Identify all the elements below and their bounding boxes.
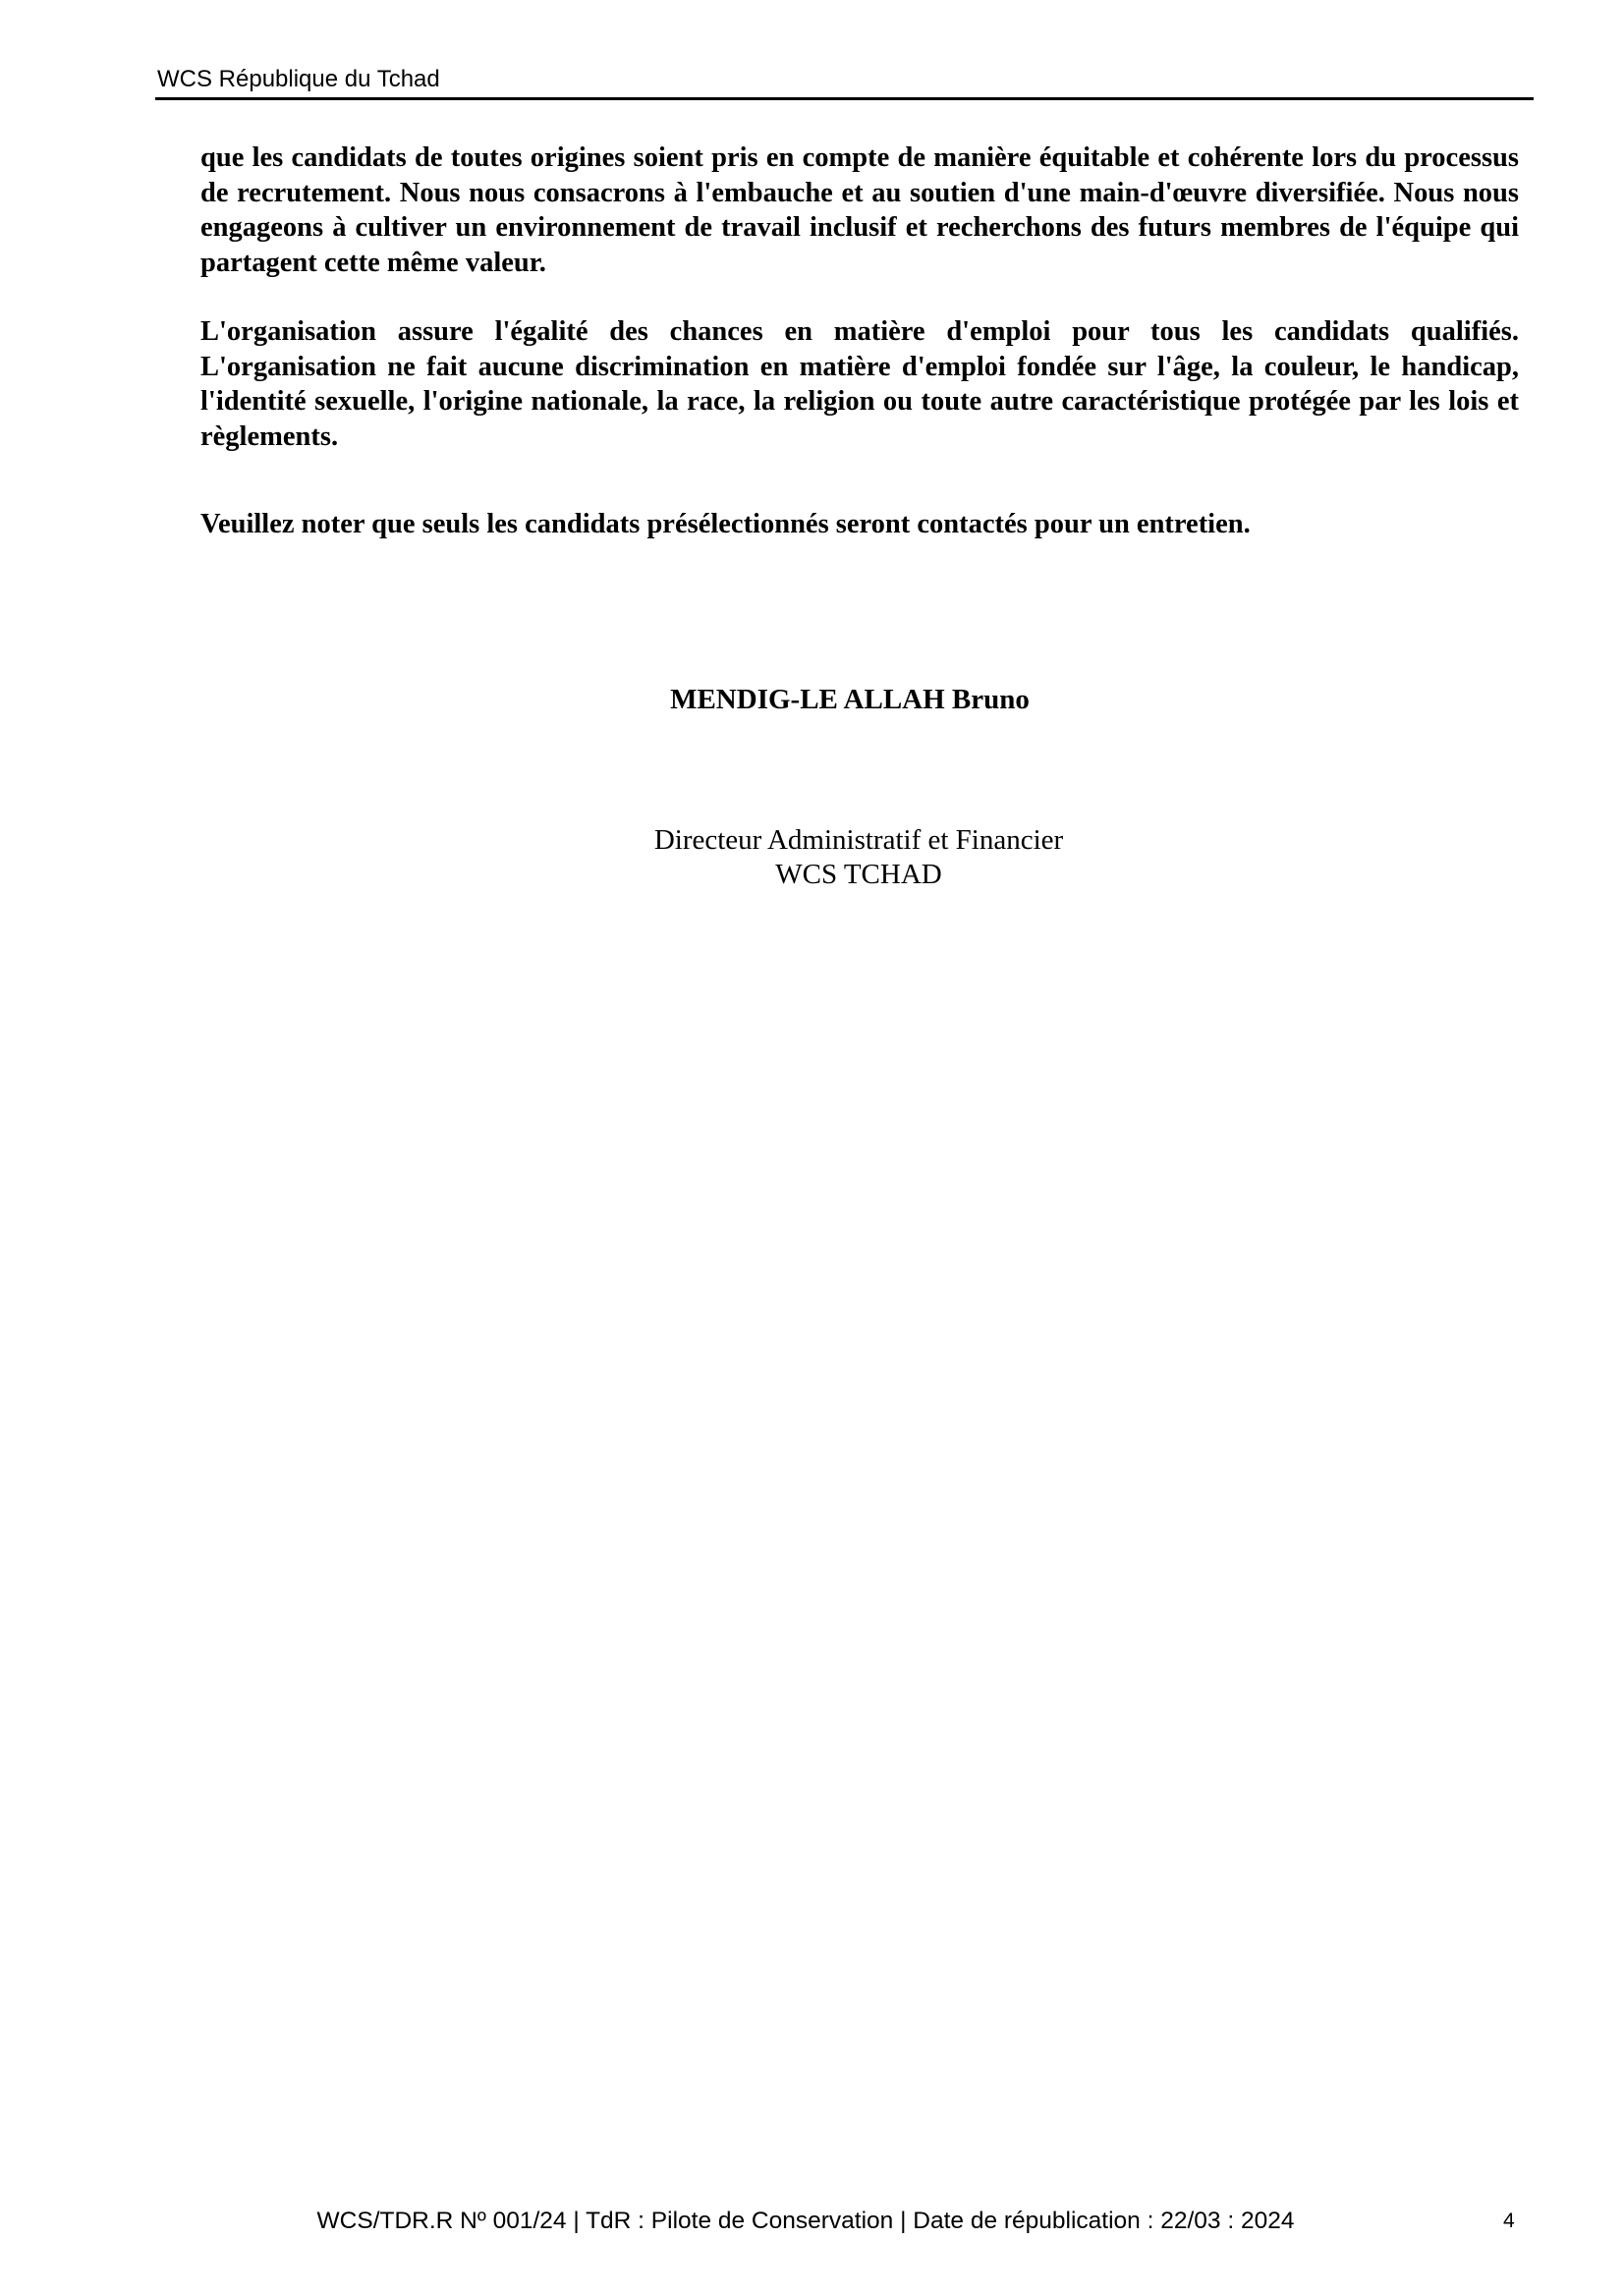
signatory-position: Directeur Administratif et Financier [653,824,1064,856]
paragraph-equal-opportunity: L'organisation assure l'égalité des chances en matière d'emploi pour tous les candidats qualifiés. L'organisation ne fait aucune discrimination en matière d'emploi fondée sur l'âge, la couleur, le handicap, l'identité sexuelle, l'origine nationale, la race, la religion ou toute autre caractéristique protégée par les lois et règlements. [200,316,1519,452]
page-header: WCS République du Tchad [157,66,440,92]
signatory-block [0,823,1624,892]
paragraph-shortlist-notice: Veuillez noter que seuls les candidats présélectionnés seront contactés pour un entretien. [200,509,1251,539]
signatory-organization: WCS TCHAD [775,859,942,890]
paragraph-equity: que les candidats de toutes origines soient pris en compte de manière équitable et cohérente lors du processus de recrutement. Nous nous consacrons à l'embauche et au soutien d'une main-d'œuvre diversifiée. Nous nous engageons à cultiver un environnement de travail inclusif et recherchons des futurs membres de l'équipe qui partagent cette même valeur. [200,142,1519,278]
page-footer: WCS/TDR.R Nº 001/24 | TdR : Pilote de Conservation | Date de républication : 22/03 : 2024 [316,2208,1295,2234]
page-number: 4 [1503,2210,1515,2232]
signatory-name: MENDIG-LE ALLAH Bruno [670,684,1030,715]
header-divider [155,97,1534,100]
